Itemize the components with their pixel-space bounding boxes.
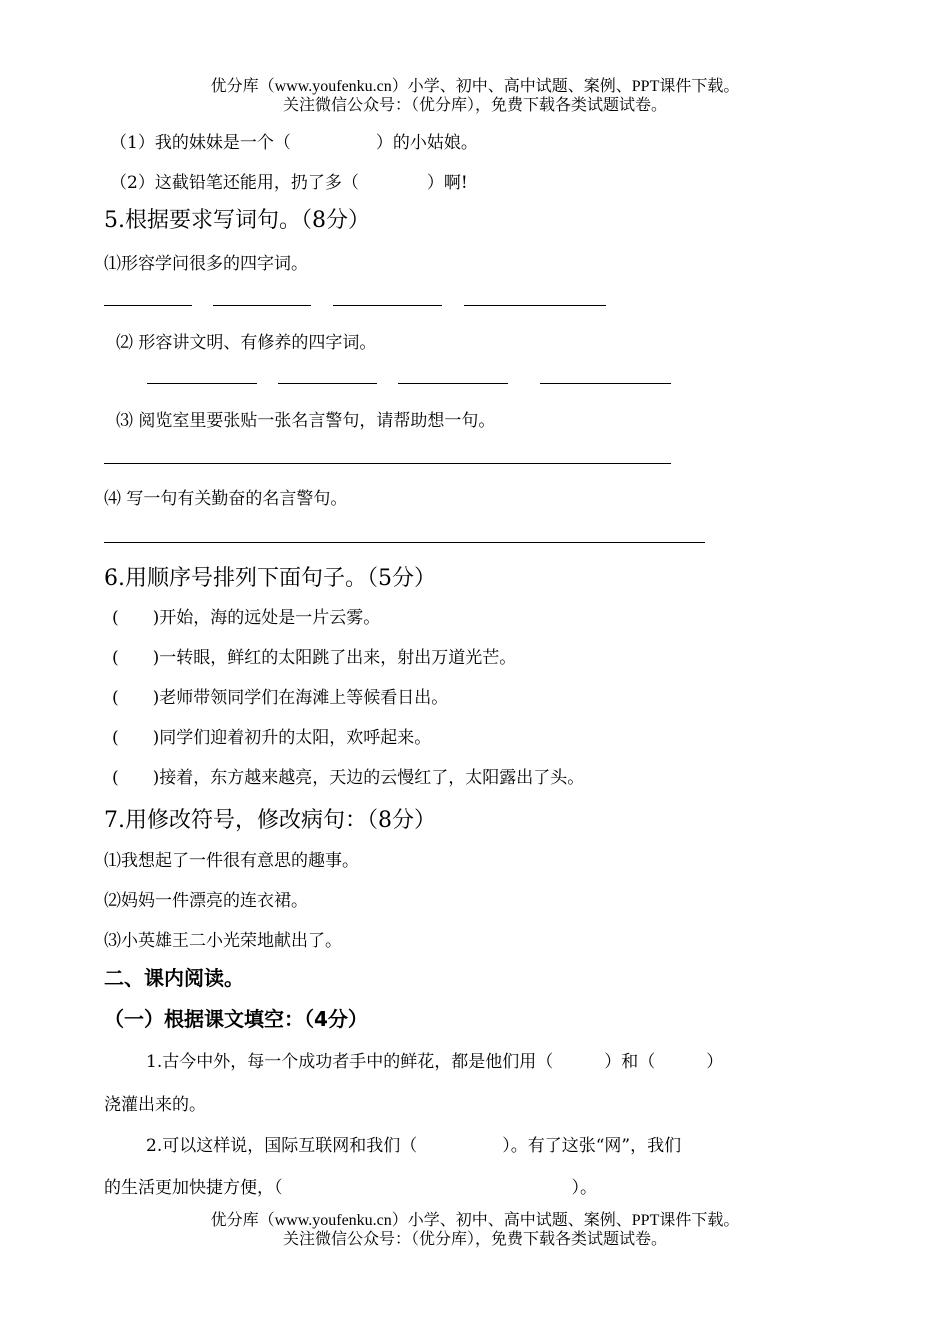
answer-blank[interactable] (213, 305, 311, 306)
answer-blank[interactable] (104, 305, 192, 306)
answer-blank[interactable] (147, 383, 257, 384)
header-line-1: 优分库（www.youfenku.cn）小学、初中、高中试题、案例、PPT课件下载。 (210, 78, 740, 95)
q6-sentence: ( )一转眼，鲜红的太阳跳了出来，射出万道光芒。 (112, 648, 517, 668)
q6-sentence: ( )同学们迎着初升的太阳，欢呼起来。 (112, 728, 432, 748)
fill-item-1: 1.古今中外，每一个成功者手中的鲜花，都是他们用（ ）和（ ） (146, 1052, 724, 1072)
answer-blank[interactable] (540, 383, 671, 384)
answer-blank[interactable] (333, 305, 442, 306)
fill-item-1-cont: 浇灌出来的。 (104, 1095, 206, 1115)
q6-sentence: ( )接着，东方越来越亮，天边的云慢红了，太阳露出了头。 (112, 768, 585, 788)
q7-sentence: ⑴我想起了一件很有意思的趣事。 (104, 851, 359, 871)
answer-blank[interactable] (398, 383, 508, 384)
header-line-2: 关注微信公众号：（优分库），免费下载各类试题试卷。 (282, 97, 667, 114)
q5-part-2: ⑵ 形容讲文明、有修养的四字词。 (116, 333, 377, 353)
q6-sentence: ( )老师带领同学们在海滩上等候看日出。 (112, 688, 449, 708)
q4-item-2: （2）这截铅笔还能用，扔了多（ ）啊! (110, 173, 468, 193)
answer-blank[interactable] (104, 463, 671, 464)
q7-sentence: ⑵妈妈一件漂亮的连衣裙。 (104, 891, 308, 911)
q7-title: 7.用修改符号，修改病句：（8分） (104, 808, 436, 833)
q6-sentence: ( )开始，海的远处是一片云雾。 (112, 608, 381, 628)
q6-title: 6.用顺序号排列下面句子。（5分） (104, 566, 436, 591)
fill-item-2: 2.可以这样说，国际互联网和我们（ ）。有了这张“网”，我们 (146, 1136, 682, 1156)
section-2-title: 二、课内阅读。 (104, 966, 244, 990)
q5-part-1: ⑴形容学问很多的四字词。 (104, 254, 308, 274)
q5-title: 5.根据要求写词句。（8分） (104, 208, 370, 233)
answer-blank[interactable] (464, 305, 606, 306)
footer-line-1: 优分库（www.youfenku.cn）小学、初中、高中试题、案例、PPT课件下载。 (210, 1212, 740, 1229)
q5-part-4: ⑷ 写一句有关勤奋的名言警句。 (104, 489, 348, 509)
q5-part-3: ⑶ 阅览室里要张贴一张名言警句，请帮助想一句。 (116, 411, 496, 431)
answer-blank[interactable] (278, 383, 377, 384)
q4-item-1: （1）我的妹妹是一个（ ）的小姑娘。 (110, 133, 478, 153)
q7-sentence: ⑶小英雄王二小光荣地献出了。 (104, 931, 342, 951)
fill-item-2-cont: 的生活更加快捷方便，（ ）。 (104, 1178, 597, 1198)
answer-blank[interactable] (104, 542, 705, 543)
footer-line-2: 关注微信公众号：（优分库），免费下载各类试题试卷。 (282, 1231, 667, 1248)
section-2-subtitle: （一）根据课文填空：（4分） (104, 1007, 368, 1031)
